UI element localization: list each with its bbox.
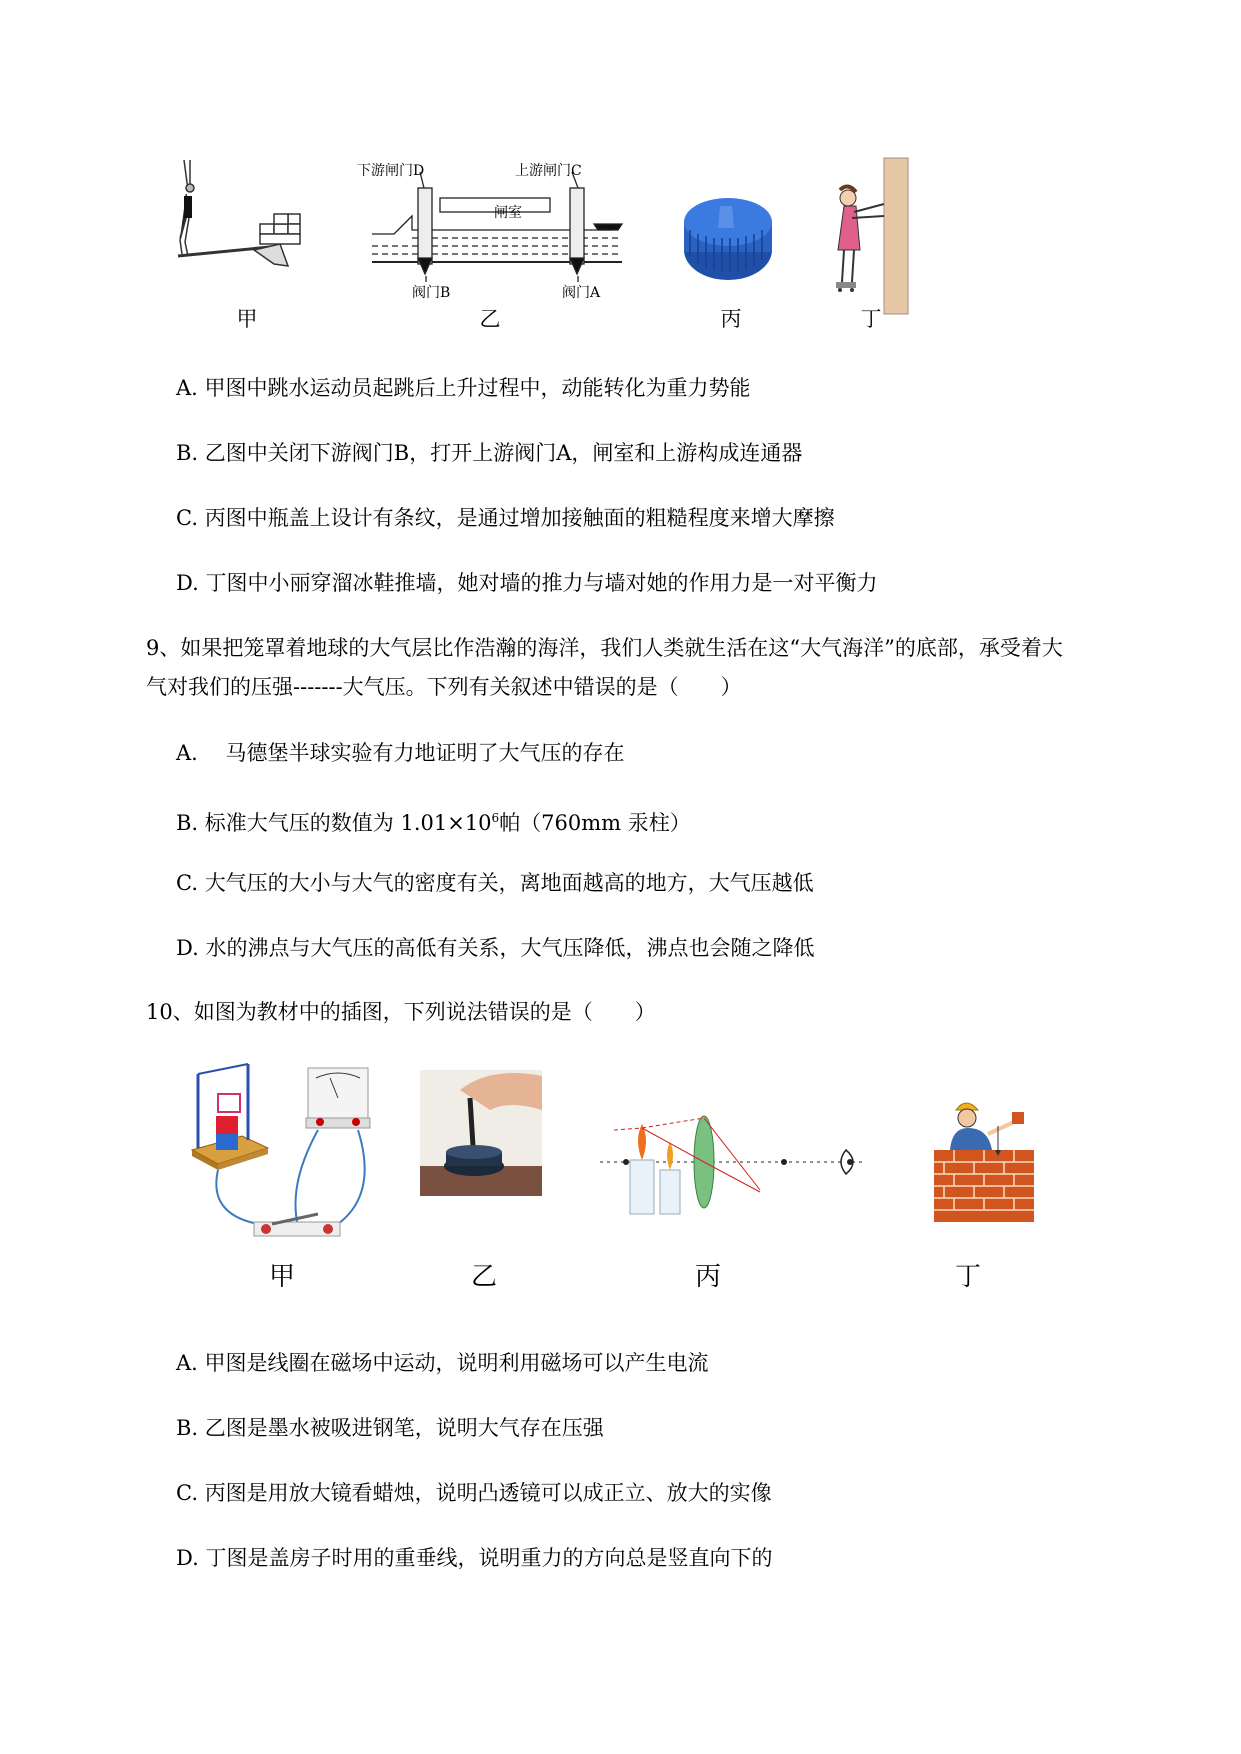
q10-option-b — [176, 1414, 604, 1442]
option-letter: A. — [176, 1351, 198, 1375]
q9-option-c — [176, 869, 814, 897]
fig8-caption-c: 丙 — [720, 307, 742, 331]
fig10-caption-d: 丁 — [954, 1262, 981, 1292]
exponent: 6 — [491, 811, 500, 825]
option-text: 马德堡半球实验有力地证明了大气压的存在 — [204, 741, 625, 765]
valve-b-label: 阀门B — [412, 285, 451, 301]
q9-option-b — [176, 804, 691, 837]
option-text: 乙图中关闭下游阀门B，打开上游阀门A，闸室和上游构成连通器 — [204, 441, 803, 465]
upstream-gate-label: 上游闸门C — [515, 163, 582, 179]
bricklayer-illustration — [928, 1096, 1038, 1224]
q10-option-c — [176, 1479, 772, 1507]
pen-ink-illustration — [420, 1070, 542, 1196]
option-letter: D. — [176, 1546, 199, 1570]
girl-pushing-wall-illustration — [828, 158, 908, 314]
fig8-caption-a: 甲 — [236, 307, 258, 331]
fig8-caption-d: 丁 — [860, 307, 882, 331]
downstream-gate-label: 下游闸门D — [357, 163, 425, 179]
q9-option-a — [176, 739, 625, 767]
option-letter: C. — [176, 506, 198, 530]
option-letter: C. — [176, 1481, 198, 1505]
q9-stem-line2: 气对我们的压强-------大气压。下列有关叙述中错误的是（ ） — [146, 675, 742, 699]
valve-a-label: 阀门A — [562, 285, 601, 301]
option-text: 丙图中瓶盖上设计有条纹，是通过增加接触面的粗糙程度来增大摩擦 — [204, 506, 835, 530]
option-letter: D. — [176, 936, 199, 960]
diver-illustration — [170, 158, 330, 308]
candle-lens-illustration — [600, 1110, 870, 1220]
q8-option-d — [176, 569, 877, 597]
q10-stem: 10、如图为教材中的插图，下列说法错误的是（ ） — [146, 1000, 656, 1024]
option-letter: C. — [176, 871, 198, 895]
bottle-cap-illustration — [676, 188, 786, 288]
fig8-caption-b: 乙 — [479, 307, 501, 331]
option-text: 甲图中跳水运动员起跳后上升过程中，动能转化为重力势能 — [204, 376, 751, 400]
coil-magnet-illustration — [188, 1064, 378, 1244]
option-text: 水的沸点与大气压的高低有关系，大气压降低，沸点也会随之降低 — [205, 936, 815, 960]
q10-option-a — [176, 1349, 709, 1377]
option-letter: B. — [176, 811, 199, 835]
option-letter: A. — [176, 376, 198, 400]
q9-option-d — [176, 934, 814, 962]
fig10-caption-a: 甲 — [268, 1262, 295, 1292]
option-letter: B. — [176, 1416, 199, 1440]
fig10-caption-c: 丙 — [694, 1262, 721, 1292]
option-text: 大气压的大小与大气的密度有关，离地面越高的地方，大气压越低 — [204, 871, 814, 895]
option-letter: D. — [176, 571, 199, 595]
q10-option-d — [176, 1544, 772, 1572]
option-text: 丁图是盖房子时用的重垂线，说明重力的方向总是竖直向下的 — [205, 1546, 773, 1570]
option-text: 丙图是用放大镜看蜡烛，说明凸透镜可以成正立、放大的实像 — [204, 1481, 772, 1505]
option-text-post: 帕（760mm 汞柱） — [499, 811, 691, 835]
option-text: 丁图中小丽穿溜冰鞋推墙，她对墙的推力与墙对她的作用力是一对平衡力 — [205, 571, 878, 595]
chamber-label: 闸室 — [494, 205, 522, 221]
option-text-pre: 标准大气压的数值为 1.01×10 — [204, 811, 492, 835]
option-letter: A. — [176, 741, 198, 765]
option-text: 甲图是线圈在磁场中运动，说明利用磁场可以产生电流 — [204, 1351, 709, 1375]
option-letter: B. — [176, 441, 199, 465]
q8-option-c — [176, 504, 835, 532]
q8-option-b — [176, 439, 802, 467]
option-text: 乙图是墨水被吸进钢笔，说明大气存在压强 — [204, 1416, 604, 1440]
q8-option-a — [176, 374, 751, 402]
q9-stem-line1: 9、如果把笼罩着地球的大气层比作浩瀚的海洋，我们人类就生活在这“大气海洋”的底部，承受着大 — [146, 636, 1063, 660]
fig10-caption-b: 乙 — [470, 1262, 497, 1292]
